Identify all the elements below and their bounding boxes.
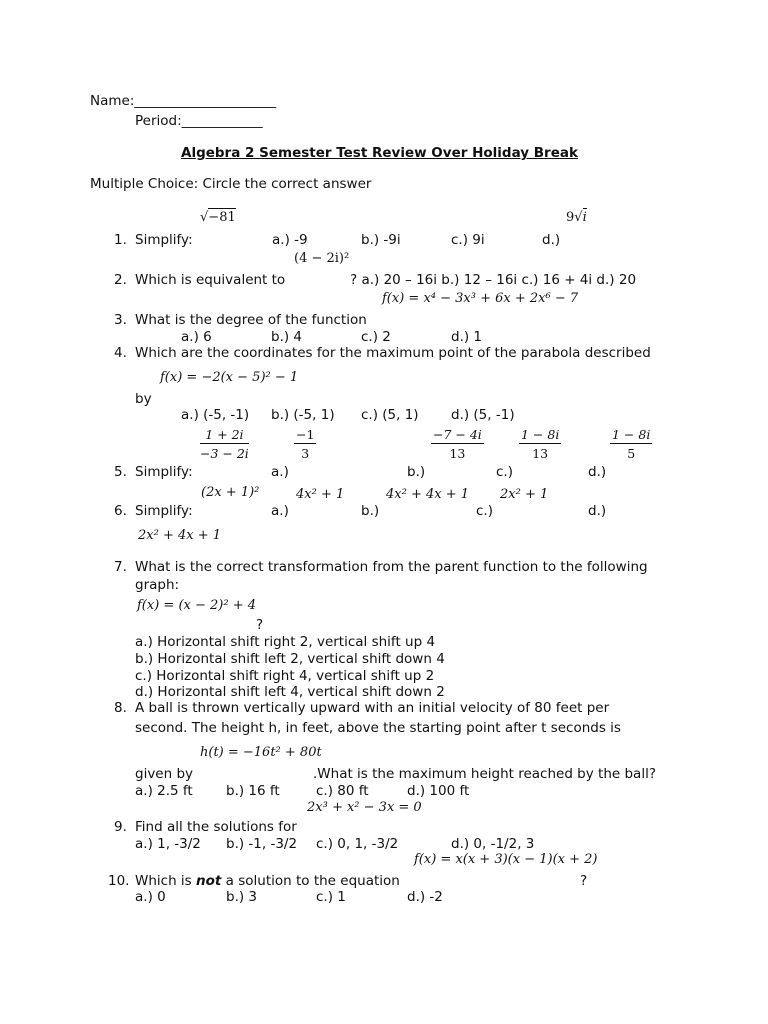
q8-number: 8. <box>114 700 127 716</box>
q9-choice-d[interactable]: d.) 0, -1/2, 3 <box>451 836 535 852</box>
q7-line2: graph: <box>135 577 180 593</box>
q8-choice-a[interactable]: a.) 2.5 ft <box>135 783 193 799</box>
q4-choice-d[interactable]: d.) (5, -1) <box>451 407 515 423</box>
q6-choice-a[interactable]: a.) <box>271 503 289 519</box>
q1-text: Simplify: <box>135 232 193 248</box>
q1-expression: √−81 <box>200 210 236 225</box>
q8-expression: h(t) = −16t² + 80t <box>200 745 322 760</box>
q6-choice-d[interactable]: d.) <box>588 503 607 519</box>
q10-not-emphasis: not <box>196 873 222 889</box>
q5-choice-d[interactable]: d.) <box>588 464 607 480</box>
q9-expression: 2x³ + x² − 3x = 0 <box>307 800 422 815</box>
period-field[interactable]: Period:____________ <box>135 113 263 129</box>
q10-choice-d[interactable]: d.) -2 <box>407 889 443 905</box>
q5-fraction: $\frac{1 + 2i}{-3 - 2i}$ <box>200 427 249 461</box>
q1-choice-a[interactable]: a.) -9 <box>272 232 308 248</box>
q1-number: 1. <box>114 232 127 248</box>
q10-choice-a[interactable]: a.) 0 <box>135 889 166 905</box>
q6-number: 6. <box>114 503 127 519</box>
q3-choice-d[interactable]: d.) 1 <box>451 329 483 345</box>
q9-choice-c[interactable]: c.) 0, 1, -3/2 <box>316 836 399 852</box>
q10-question-mark: ? <box>580 873 588 889</box>
q5-choice-b[interactable]: b.) <box>407 464 426 480</box>
q5-choice-b-fraction: $\frac{-7 - 4i}{13}$ <box>433 427 482 461</box>
q1-choice-b[interactable]: b.) -9i <box>361 232 401 248</box>
q9-choice-a[interactable]: a.) 1, -3/2 <box>135 836 201 852</box>
q7-choice-c[interactable]: c.) Horizontal shift right 4, vertical shift up 2 <box>135 668 435 684</box>
q6-choice-b-expression: 4x² + 4x + 1 <box>386 487 470 502</box>
q2-expression: (4 − 2i)² <box>294 251 350 266</box>
q5-choice-c-fraction: $\frac{1 - 8i}{13}$ <box>521 427 560 461</box>
q6-choice-c[interactable]: c.) <box>476 503 493 519</box>
q7-choice-d[interactable]: d.) Horizontal shift left 4, vertical shift down 2 <box>135 684 445 700</box>
q5-choice-d-fraction: $\frac{1 - 8i}{5}$ <box>612 427 651 461</box>
q10-text: Which is not a solution to the equation <box>135 873 400 889</box>
q10-expression: f(x) = x(x + 3)(x − 1)(x + 2) <box>414 852 598 867</box>
q7-question-mark: ? <box>256 617 264 633</box>
q3-choice-a[interactable]: a.) 6 <box>181 329 212 345</box>
q9-text: Find all the solutions for <box>135 819 297 835</box>
q8-line1: A ball is thrown vertically upward with an initial velocity of 80 feet per <box>135 700 610 716</box>
q8-given: given by <box>135 766 194 782</box>
q3-number: 3. <box>114 312 127 328</box>
q7-line1: What is the correct transformation from the parent function to the following <box>135 559 648 575</box>
q9-number: 9. <box>114 819 127 835</box>
q7-choice-a[interactable]: a.) Horizontal shift right 2, vertical shift up 4 <box>135 634 436 650</box>
q4-text: Which are the coordinates for the maximum point of the parabola described <box>135 345 651 361</box>
q6-expression: (2x + 1)² <box>201 485 260 500</box>
q6-choice-d-expression: 2x² + 4x + 1 <box>138 528 222 543</box>
q10-number: 10. <box>108 873 130 889</box>
q4-number: 4. <box>114 345 127 361</box>
q3-choice-b[interactable]: b.) 4 <box>271 329 303 345</box>
q7-number: 7. <box>114 559 127 575</box>
q7-choice-b[interactable]: b.) Horizontal shift left 2, vertical shift down 4 <box>135 651 445 667</box>
q4-choice-a[interactable]: a.) (-5, -1) <box>181 407 250 423</box>
instructions: Multiple Choice: Circle the correct answer <box>90 176 372 192</box>
q10-choice-b[interactable]: b.) 3 <box>226 889 258 905</box>
q3-choice-c[interactable]: c.) 2 <box>361 329 391 345</box>
q1-choice-c[interactable]: c.) 9i <box>451 232 485 248</box>
q5-choice-c[interactable]: c.) <box>496 464 513 480</box>
q2-number: 2. <box>114 272 127 288</box>
page-title: Algebra 2 Semester Test Review Over Holiday Break <box>181 145 578 161</box>
q4-choice-b[interactable]: b.) (-5, 1) <box>271 407 335 423</box>
name-field[interactable]: Name:_____________________ <box>90 93 277 109</box>
q8-choice-b[interactable]: b.) 16 ft <box>226 783 280 799</box>
q2-choices[interactable]: ? a.) 20 – 16i b.) 12 – 16i c.) 16 + 4i d.) 20 <box>350 272 637 288</box>
q1-choice-d[interactable]: d.) <box>542 232 561 248</box>
q5-choice-a[interactable]: a.) <box>271 464 289 480</box>
q4-expression: f(x) = −2(x − 5)² − 1 <box>160 370 299 385</box>
q10-choice-c[interactable]: c.) 1 <box>316 889 346 905</box>
q1-choice-d-expression: 9√i <box>566 210 587 225</box>
q3-text: What is the degree of the function <box>135 312 367 328</box>
q6-choice-c-expression: 2x² + 1 <box>500 487 549 502</box>
q5-choice-a-fraction: $\frac{-1}{3}$ <box>296 427 315 461</box>
q2-text: Which is equivalent to <box>135 272 286 288</box>
q8-line2: second. The height h, in feet, above the starting point after t seconds is <box>135 720 621 736</box>
q6-choice-a-expression: 4x² + 1 <box>296 487 345 502</box>
q4-choice-c[interactable]: c.) (5, 1) <box>361 407 419 423</box>
q7-expression: f(x) = (x − 2)² + 4 <box>137 598 256 613</box>
q8-choice-d[interactable]: d.) 100 ft <box>407 783 470 799</box>
q8-choice-c[interactable]: c.) 80 ft <box>316 783 369 799</box>
q6-text: Simplify: <box>135 503 193 519</box>
q9-choice-b[interactable]: b.) -1, -3/2 <box>226 836 298 852</box>
q5-text: Simplify: <box>135 464 193 480</box>
q4-by: by <box>135 391 152 407</box>
q8-question: .What is the maximum height reached by the ball? <box>313 766 656 782</box>
q5-number: 5. <box>114 464 127 480</box>
q6-choice-b[interactable]: b.) <box>361 503 380 519</box>
q3-expression: f(x) = x⁴ − 3x³ + 6x + 2x⁶ − 7 <box>382 291 579 306</box>
